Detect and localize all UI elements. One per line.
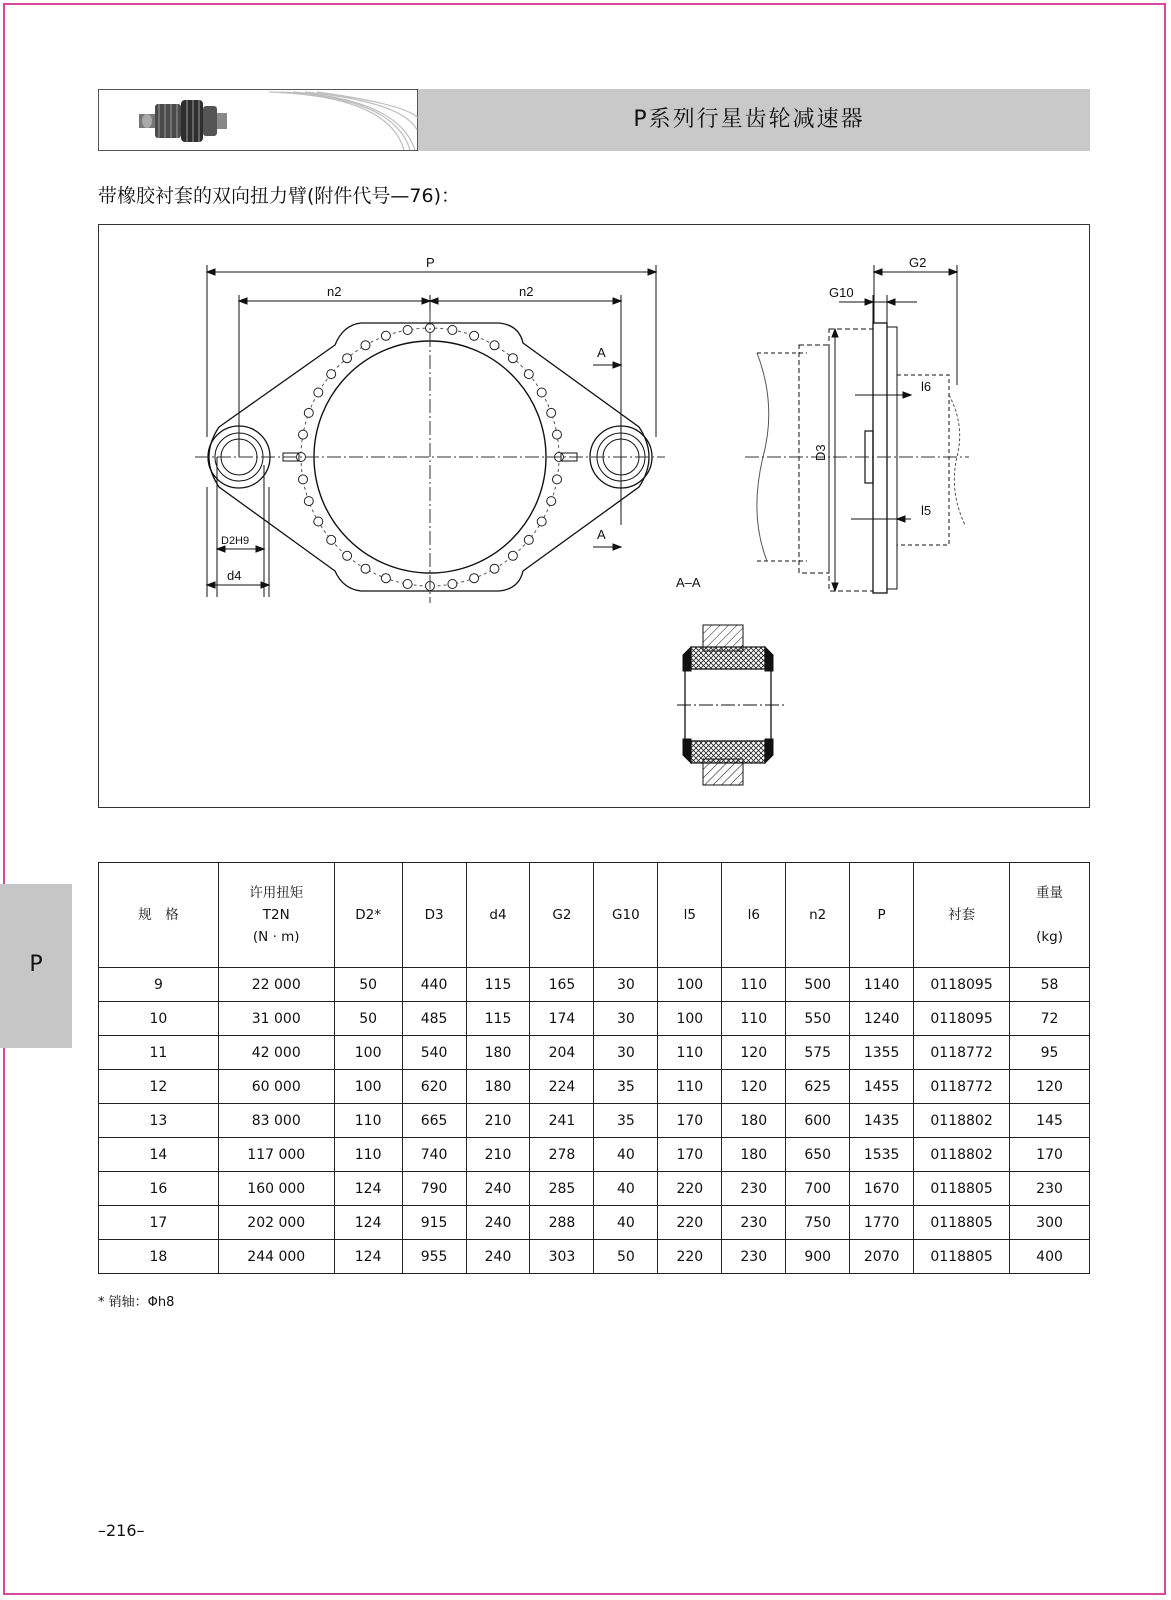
table-cell: 100 bbox=[334, 1070, 402, 1104]
bolt-hole bbox=[537, 517, 546, 526]
table-cell: 230 bbox=[722, 1206, 786, 1240]
header-line: 许用扭矩 bbox=[249, 885, 304, 901]
table-body bbox=[99, 968, 1090, 1274]
bolt-hole bbox=[524, 370, 533, 379]
table-cell: 50 bbox=[334, 1002, 402, 1036]
table-cell: 625 bbox=[786, 1070, 850, 1104]
table-cell: 1435 bbox=[850, 1104, 914, 1138]
dim-G2-label: G2 bbox=[909, 255, 927, 270]
table-cell: 9 bbox=[99, 968, 219, 1002]
chapter-side-tab bbox=[0, 884, 72, 1048]
table-cell: 1240 bbox=[850, 1002, 914, 1036]
table-cell: 900 bbox=[786, 1240, 850, 1274]
table-cell: 230 bbox=[722, 1240, 786, 1274]
table-cell: 220 bbox=[658, 1172, 722, 1206]
table-cell: 230 bbox=[722, 1172, 786, 1206]
table-cell: 750 bbox=[786, 1206, 850, 1240]
bolt-hole bbox=[327, 370, 336, 379]
table-cell: 100 bbox=[658, 968, 722, 1002]
table-cell: 35 bbox=[594, 1104, 658, 1138]
col-n2-header bbox=[786, 863, 850, 968]
header-line: l6 bbox=[747, 907, 760, 923]
dim-n2-left-label: n2 bbox=[327, 284, 342, 299]
bolt-hole bbox=[304, 497, 313, 506]
bolt-hole bbox=[490, 564, 499, 573]
table-row bbox=[99, 1070, 1090, 1104]
table-cell: 485 bbox=[402, 1002, 466, 1036]
table-cell: 110 bbox=[722, 968, 786, 1002]
table-cell: 1140 bbox=[850, 968, 914, 1002]
col-size-header bbox=[99, 863, 219, 968]
table-cell: 180 bbox=[722, 1104, 786, 1138]
dim-l5-label: l5 bbox=[921, 503, 932, 518]
bolt-hole bbox=[547, 408, 556, 417]
table-cell: 240 bbox=[466, 1240, 530, 1274]
table-cell: 665 bbox=[402, 1104, 466, 1138]
table-cell: 1770 bbox=[850, 1206, 914, 1240]
table-cell: 0118802 bbox=[914, 1104, 1010, 1138]
table-cell: 110 bbox=[658, 1070, 722, 1104]
table-cell: 620 bbox=[402, 1070, 466, 1104]
bolt-hole bbox=[403, 580, 412, 589]
table-cell: 95 bbox=[1010, 1036, 1090, 1070]
table-row bbox=[99, 1104, 1090, 1138]
table-cell: 83 000 bbox=[218, 1104, 334, 1138]
table-cell: 0118805 bbox=[914, 1206, 1010, 1240]
table-cell: 115 bbox=[466, 1002, 530, 1036]
bolt-hole bbox=[524, 535, 533, 544]
table-cell: 240 bbox=[466, 1172, 530, 1206]
table-cell: 575 bbox=[786, 1036, 850, 1070]
table-cell: 40 bbox=[594, 1138, 658, 1172]
table-cell: 120 bbox=[722, 1036, 786, 1070]
col-l6-header bbox=[722, 863, 786, 968]
table-cell: 278 bbox=[530, 1138, 594, 1172]
table-cell: 16 bbox=[99, 1172, 219, 1206]
table-cell: 40 bbox=[594, 1206, 658, 1240]
col-P-header bbox=[850, 863, 914, 968]
table-cell: 117 000 bbox=[218, 1138, 334, 1172]
col-G10-header bbox=[594, 863, 658, 968]
table-cell: 220 bbox=[658, 1206, 722, 1240]
table-cell: 550 bbox=[786, 1002, 850, 1036]
bolt-hole bbox=[299, 430, 308, 439]
table-cell: 60 000 bbox=[218, 1070, 334, 1104]
table-cell: 0118805 bbox=[914, 1240, 1010, 1274]
table-cell: 740 bbox=[402, 1138, 466, 1172]
table-cell: 110 bbox=[334, 1104, 402, 1138]
table-cell: 500 bbox=[786, 968, 850, 1002]
table-cell: 124 bbox=[334, 1240, 402, 1274]
bolt-hole bbox=[381, 574, 390, 583]
table-cell: 42 000 bbox=[218, 1036, 334, 1070]
bolt-hole bbox=[343, 551, 352, 560]
table-cell: 30 bbox=[594, 1036, 658, 1070]
table-cell: 202 000 bbox=[218, 1206, 334, 1240]
table-cell: 30 bbox=[594, 968, 658, 1002]
table-cell: 220 bbox=[658, 1240, 722, 1274]
table-cell: 230 bbox=[1010, 1172, 1090, 1206]
section-mark-A-top: A bbox=[597, 345, 606, 360]
bolt-hole bbox=[547, 497, 556, 506]
col-d4-header bbox=[466, 863, 530, 968]
table-cell: 100 bbox=[334, 1036, 402, 1070]
table-cell: 2070 bbox=[850, 1240, 914, 1274]
bolt-hole bbox=[403, 326, 412, 335]
header-line: G10 bbox=[612, 907, 640, 923]
header-line: l5 bbox=[683, 907, 696, 923]
table-cell: 0118095 bbox=[914, 1002, 1010, 1036]
bolt-hole bbox=[304, 408, 313, 417]
table-cell: 124 bbox=[334, 1172, 402, 1206]
dim-G10-label: G10 bbox=[829, 285, 854, 300]
header-image-box bbox=[98, 89, 418, 151]
page-title: P系列行星齿轮减速器 bbox=[633, 107, 865, 132]
chapter-side-tab-label: P bbox=[29, 952, 43, 977]
table-cell: 303 bbox=[530, 1240, 594, 1274]
header-line: 重量 bbox=[1036, 885, 1064, 901]
table-cell: 50 bbox=[594, 1240, 658, 1274]
table-cell: 35 bbox=[594, 1070, 658, 1104]
table-cell: 180 bbox=[466, 1036, 530, 1070]
bolt-hole bbox=[553, 430, 562, 439]
dim-d4-label: d4 bbox=[227, 568, 242, 583]
bolt-hole bbox=[508, 551, 517, 560]
table-cell: 22 000 bbox=[218, 968, 334, 1002]
table-cell: 240 bbox=[466, 1206, 530, 1240]
table-cell: 14 bbox=[99, 1138, 219, 1172]
footnote: * 销轴：Φh8 bbox=[98, 1295, 175, 1310]
page-header bbox=[98, 89, 1090, 151]
bolt-hole bbox=[448, 580, 457, 589]
dimension-table bbox=[98, 862, 1090, 1274]
bolt-hole bbox=[470, 331, 479, 340]
bolt-hole bbox=[314, 388, 323, 397]
page-number: –216– bbox=[98, 1521, 145, 1540]
table-cell: 17 bbox=[99, 1206, 219, 1240]
table-row bbox=[99, 1206, 1090, 1240]
table-cell: 11 bbox=[99, 1036, 219, 1070]
header-line: 规 格 bbox=[138, 907, 179, 923]
table-cell: 210 bbox=[466, 1104, 530, 1138]
table-cell: 115 bbox=[466, 968, 530, 1002]
bolt-hole bbox=[361, 564, 370, 573]
bolt-hole bbox=[508, 354, 517, 363]
table-cell: 31 000 bbox=[218, 1002, 334, 1036]
table-cell: 180 bbox=[722, 1138, 786, 1172]
bolt-hole bbox=[448, 326, 457, 335]
bolt-hole bbox=[314, 517, 323, 526]
table-cell: 145 bbox=[1010, 1104, 1090, 1138]
section-heading: 带橡胶衬套的双向扭力臂(附件代号—76)： bbox=[98, 185, 461, 207]
table-cell: 540 bbox=[402, 1036, 466, 1070]
table-cell: 440 bbox=[402, 968, 466, 1002]
table-cell: 700 bbox=[786, 1172, 850, 1206]
table-cell: 72 bbox=[1010, 1002, 1090, 1036]
table-cell: 241 bbox=[530, 1104, 594, 1138]
bolt-hole bbox=[343, 354, 352, 363]
table-cell: 0118805 bbox=[914, 1172, 1010, 1206]
dim-P-label: P bbox=[426, 255, 435, 270]
table-cell: 1535 bbox=[850, 1138, 914, 1172]
col-D3-header bbox=[402, 863, 466, 968]
bolt-hole bbox=[553, 475, 562, 484]
header-line: T2N bbox=[262, 907, 290, 923]
table-cell: 600 bbox=[786, 1104, 850, 1138]
table-row bbox=[99, 1036, 1090, 1070]
table-cell: 100 bbox=[658, 1002, 722, 1036]
table-cell: 224 bbox=[530, 1070, 594, 1104]
gearbox-photo-icon bbox=[99, 90, 419, 152]
header-line: d4 bbox=[489, 907, 507, 923]
section-AA-title: A–A bbox=[676, 575, 701, 590]
table-row bbox=[99, 1240, 1090, 1274]
header-line: (N · m) bbox=[252, 929, 300, 945]
bolt-hole bbox=[299, 475, 308, 484]
table-row bbox=[99, 1002, 1090, 1036]
table-cell: 110 bbox=[722, 1002, 786, 1036]
table-cell: 58 bbox=[1010, 968, 1090, 1002]
col-G2-header bbox=[530, 863, 594, 968]
dim-l6-label: l6 bbox=[921, 379, 932, 394]
table-cell: 288 bbox=[530, 1206, 594, 1240]
table-cell: 204 bbox=[530, 1036, 594, 1070]
table-row bbox=[99, 1172, 1090, 1206]
table-cell: 40 bbox=[594, 1172, 658, 1206]
dim-D3-label: D3 bbox=[813, 444, 828, 461]
header-line: n2 bbox=[809, 907, 827, 923]
dim-D2H9-label: D2H9 bbox=[221, 535, 250, 547]
table-cell: 170 bbox=[658, 1138, 722, 1172]
table-cell: 955 bbox=[402, 1240, 466, 1274]
table-cell: 244 000 bbox=[218, 1240, 334, 1274]
table-cell: 13 bbox=[99, 1104, 219, 1138]
table-cell: 300 bbox=[1010, 1206, 1090, 1240]
table-cell: 170 bbox=[1010, 1138, 1090, 1172]
table-cell: 1355 bbox=[850, 1036, 914, 1070]
table-cell: 50 bbox=[334, 968, 402, 1002]
col-bushing-header bbox=[914, 863, 1010, 968]
table-cell: 12 bbox=[99, 1070, 219, 1104]
table-cell: 18 bbox=[99, 1240, 219, 1274]
table-row bbox=[99, 1138, 1090, 1172]
table-cell: 0118095 bbox=[914, 968, 1010, 1002]
col-torque-header bbox=[218, 863, 334, 968]
table-cell: 0118802 bbox=[914, 1138, 1010, 1172]
header-line: D3 bbox=[424, 907, 444, 923]
col-weight-header bbox=[1010, 863, 1090, 968]
bolt-hole bbox=[381, 331, 390, 340]
table-cell: 120 bbox=[1010, 1070, 1090, 1104]
table-cell: 180 bbox=[466, 1070, 530, 1104]
table-cell: 285 bbox=[530, 1172, 594, 1206]
torque-arm-drawing bbox=[99, 225, 1089, 807]
col-D2-header bbox=[334, 863, 402, 968]
table-cell: 170 bbox=[658, 1104, 722, 1138]
table-cell: 30 bbox=[594, 1002, 658, 1036]
table-cell: 10 bbox=[99, 1002, 219, 1036]
table-cell: 110 bbox=[334, 1138, 402, 1172]
dim-n2-right-label: n2 bbox=[519, 284, 534, 299]
table-cell: 210 bbox=[466, 1138, 530, 1172]
header-line bbox=[1010, 904, 1089, 926]
table-cell: 0118772 bbox=[914, 1036, 1010, 1070]
header-line: 衬套 bbox=[948, 907, 976, 923]
table-header-row bbox=[99, 863, 1090, 968]
table-cell: 790 bbox=[402, 1172, 466, 1206]
table-row bbox=[99, 968, 1090, 1002]
table-cell: 915 bbox=[402, 1206, 466, 1240]
bolt-hole bbox=[490, 341, 499, 350]
table-cell: 1455 bbox=[850, 1070, 914, 1104]
bolt-hole bbox=[327, 535, 336, 544]
table-cell: 1670 bbox=[850, 1172, 914, 1206]
header-line: D2* bbox=[355, 907, 381, 923]
technical-drawing bbox=[98, 224, 1090, 808]
header-line: (kg) bbox=[1036, 929, 1063, 945]
bolt-hole bbox=[537, 388, 546, 397]
col-l5-header bbox=[658, 863, 722, 968]
header-line: G2 bbox=[552, 907, 572, 923]
bolt-hole bbox=[361, 341, 370, 350]
table-cell: 160 000 bbox=[218, 1172, 334, 1206]
table-cell: 0118772 bbox=[914, 1070, 1010, 1104]
bolt-hole bbox=[470, 574, 479, 583]
section-mark-A-bottom: A bbox=[597, 527, 606, 542]
table-cell: 400 bbox=[1010, 1240, 1090, 1274]
table-cell: 124 bbox=[334, 1206, 402, 1240]
table-cell: 165 bbox=[530, 968, 594, 1002]
table-cell: 650 bbox=[786, 1138, 850, 1172]
table-cell: 120 bbox=[722, 1070, 786, 1104]
table-cell: 110 bbox=[658, 1036, 722, 1070]
header-line: P bbox=[877, 907, 886, 923]
table-cell: 174 bbox=[530, 1002, 594, 1036]
